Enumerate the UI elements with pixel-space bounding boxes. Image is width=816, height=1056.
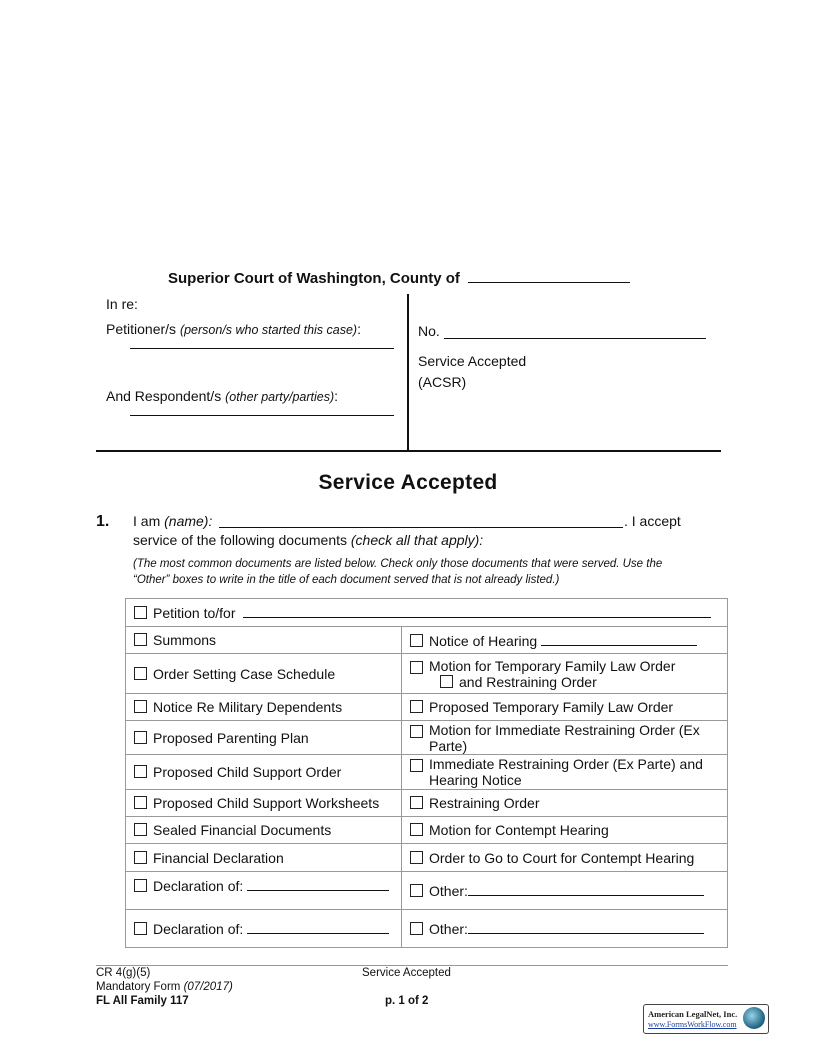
petitioner-colon: : bbox=[357, 321, 361, 337]
doc-cell-left bbox=[126, 694, 402, 721]
doc-cell-right bbox=[402, 872, 728, 910]
sealed-financial-checkbox[interactable] bbox=[134, 823, 147, 836]
court-title-text: Superior Court of Washington, County of bbox=[168, 270, 460, 287]
note-line-2: “Other” boxes to write in the title of each document served that is not already listed.) bbox=[133, 574, 560, 586]
footer-mandatory-text: Mandatory Form bbox=[96, 981, 181, 993]
globe-icon bbox=[743, 1007, 765, 1029]
service-text: service of the following documents bbox=[133, 532, 347, 548]
form-title: Service Accepted bbox=[318, 471, 498, 494]
respondent-colon: : bbox=[334, 388, 339, 404]
declaration-1-checkbox[interactable] bbox=[134, 879, 147, 892]
ex-parte-order bbox=[410, 756, 721, 788]
instructions-note bbox=[133, 556, 693, 588]
doc-cell-right bbox=[402, 721, 728, 755]
footer-page: p. 1 of 2 bbox=[385, 995, 429, 1007]
notice-of-hearing-label: Notice of Hearing bbox=[429, 632, 538, 649]
caption-doc-title: Service Accepted bbox=[418, 353, 527, 369]
petition-checkbox[interactable] bbox=[134, 606, 147, 619]
section-number: 1. bbox=[96, 513, 110, 530]
parenting-plan-checkbox[interactable] bbox=[134, 731, 147, 744]
ex-parte-order-label: Immediate Restraining Order (Ex Parte) and Hearing Notice bbox=[429, 756, 703, 788]
doc-cell-right bbox=[402, 910, 728, 948]
declaration-2-checkbox[interactable] bbox=[134, 922, 147, 935]
table-row bbox=[126, 872, 728, 910]
documents-table bbox=[125, 598, 728, 948]
restraining-order-checkbox[interactable] bbox=[410, 796, 423, 809]
note-line-1: (The most common documents are listed below. Check only those documents that were served. Use the bbox=[133, 558, 663, 570]
footer-title: Service Accepted bbox=[362, 967, 451, 979]
respondent-hint: (other party/parties) bbox=[225, 390, 335, 404]
caption-divider bbox=[407, 294, 409, 452]
court-title bbox=[168, 268, 630, 287]
doc-cell-left bbox=[126, 654, 402, 694]
doc-cell-right bbox=[402, 790, 728, 817]
doc-cell-left bbox=[126, 790, 402, 817]
name-hint: (name): bbox=[164, 513, 213, 529]
contempt-motion-checkbox[interactable] bbox=[410, 823, 423, 836]
table-row bbox=[126, 721, 728, 755]
declaration-1-label: Declaration of: bbox=[153, 878, 244, 894]
check-hint: (check all that apply): bbox=[350, 532, 484, 548]
footer-mandatory bbox=[96, 980, 233, 994]
caption-bottom-rule bbox=[96, 450, 721, 452]
petitioner-label bbox=[106, 321, 361, 337]
case-number-label: No. bbox=[418, 323, 440, 339]
table-row bbox=[126, 599, 728, 627]
other-2-label: Other: bbox=[429, 921, 468, 937]
notice-of-hearing-field[interactable] bbox=[541, 632, 697, 646]
parenting-plan-label: Proposed Parenting Plan bbox=[153, 729, 309, 746]
table-row bbox=[126, 910, 728, 948]
footer-date: (07/2017) bbox=[183, 981, 233, 993]
i-am-line bbox=[133, 513, 212, 529]
in-re-label: In re: bbox=[106, 296, 138, 312]
respondent-label-text: And Respondent/s bbox=[106, 388, 222, 404]
contempt-order-label: Order to Go to Court for Contempt Hearing bbox=[429, 849, 695, 866]
table-row bbox=[126, 755, 728, 790]
case-schedule-label: Order Setting Case Schedule bbox=[153, 665, 336, 682]
notice-of-hearing-checkbox[interactable] bbox=[410, 634, 423, 647]
table-row bbox=[126, 817, 728, 844]
table-row bbox=[126, 844, 728, 872]
declaration-2-field[interactable] bbox=[247, 920, 389, 934]
declaration-1-field[interactable] bbox=[247, 877, 389, 891]
restraining-sub-option bbox=[410, 674, 721, 690]
declaration-2-label: Declaration of: bbox=[153, 921, 244, 937]
table-row bbox=[126, 694, 728, 721]
temp-order-motion-checkbox[interactable] bbox=[410, 661, 423, 674]
other-1-field[interactable] bbox=[468, 882, 704, 896]
other-2-checkbox[interactable] bbox=[410, 922, 423, 935]
doc-cell-left bbox=[126, 755, 402, 790]
temp-order-motion-label: Motion for Temporary Family Law Order bbox=[429, 657, 676, 674]
table-row bbox=[126, 654, 728, 694]
footer-court-rule: CR 4(g)(5) bbox=[96, 967, 151, 979]
ex-parte-motion-checkbox[interactable] bbox=[410, 725, 423, 738]
contempt-order-checkbox[interactable] bbox=[410, 851, 423, 864]
temp-order-motion bbox=[410, 658, 721, 674]
doc-cell-right bbox=[402, 755, 728, 790]
sealed-financial-label: Sealed Financial Documents bbox=[153, 822, 332, 838]
ex-parte-motion-label: Motion for Immediate Restraining Order (Ex Parte) bbox=[429, 721, 700, 754]
case-number-field[interactable] bbox=[444, 324, 706, 339]
declarant-name-field[interactable] bbox=[219, 513, 623, 528]
restraining-order-label: Restraining Order bbox=[429, 795, 540, 811]
worksheets-checkbox[interactable] bbox=[134, 796, 147, 809]
doc-cell-left bbox=[126, 872, 402, 910]
military-label: Notice Re Military Dependents bbox=[153, 699, 343, 715]
restraining-sub-checkbox[interactable] bbox=[440, 675, 453, 688]
logo-url[interactable]: www.FormsWorkFlow.com bbox=[648, 1020, 737, 1029]
petitioner-label-text: Petitioner/s bbox=[106, 321, 177, 337]
summons-label: Summons bbox=[153, 632, 217, 648]
other-1-label: Other: bbox=[429, 883, 468, 899]
proposed-temp-order-checkbox[interactable] bbox=[410, 700, 423, 713]
county-field[interactable] bbox=[468, 268, 630, 283]
petitioner-name-field[interactable] bbox=[130, 348, 394, 349]
doc-cell-right bbox=[402, 627, 728, 654]
doc-cell-right bbox=[402, 654, 728, 694]
logo-company: American LegalNet, Inc. bbox=[648, 1009, 738, 1019]
other-1-checkbox[interactable] bbox=[410, 884, 423, 897]
financial-declaration-label: Financial Declaration bbox=[153, 849, 284, 866]
table-row bbox=[126, 627, 728, 654]
petition-label: Petition to/for bbox=[153, 605, 236, 621]
child-support-order-label: Proposed Child Support Order bbox=[153, 764, 342, 780]
service-line bbox=[133, 532, 483, 548]
doc-cell-left bbox=[126, 721, 402, 755]
worksheets-label: Proposed Child Support Worksheets bbox=[153, 795, 380, 811]
doc-cell-left bbox=[126, 844, 402, 872]
doc-cell-left bbox=[126, 817, 402, 844]
case-schedule-checkbox[interactable] bbox=[134, 667, 147, 680]
respondent-label bbox=[106, 388, 338, 404]
doc-cell-right bbox=[402, 694, 728, 721]
doc-cell-left bbox=[126, 910, 402, 948]
financial-declaration-checkbox[interactable] bbox=[134, 851, 147, 864]
military-checkbox[interactable] bbox=[134, 700, 147, 713]
summons-checkbox[interactable] bbox=[134, 633, 147, 646]
publisher-logo[interactable] bbox=[643, 1004, 769, 1034]
i-am-text: I am bbox=[133, 513, 161, 529]
caption-doc-code: (ACSR) bbox=[418, 374, 467, 390]
respondent-name-field[interactable] bbox=[130, 415, 394, 416]
other-2-field[interactable] bbox=[468, 920, 704, 934]
petition-field[interactable] bbox=[243, 604, 711, 618]
footer-form-id: FL All Family 117 bbox=[96, 995, 189, 1007]
proposed-temp-order-label: Proposed Temporary Family Law Order bbox=[429, 699, 674, 715]
petition-cell bbox=[126, 599, 728, 627]
petitioner-hint: (person/s who started this case) bbox=[179, 323, 358, 337]
accept-text: . I accept bbox=[624, 513, 681, 529]
footer-left bbox=[96, 966, 233, 1008]
child-support-order-checkbox[interactable] bbox=[134, 765, 147, 778]
ex-parte-order-checkbox[interactable] bbox=[410, 759, 423, 772]
contempt-motion-label: Motion for Contempt Hearing bbox=[429, 822, 609, 838]
doc-cell-right bbox=[402, 844, 728, 872]
table-row bbox=[126, 790, 728, 817]
ex-parte-motion bbox=[410, 722, 721, 754]
restraining-sub-label: and Restraining Order bbox=[459, 673, 597, 690]
doc-cell-right bbox=[402, 817, 728, 844]
doc-cell-left bbox=[126, 627, 402, 654]
